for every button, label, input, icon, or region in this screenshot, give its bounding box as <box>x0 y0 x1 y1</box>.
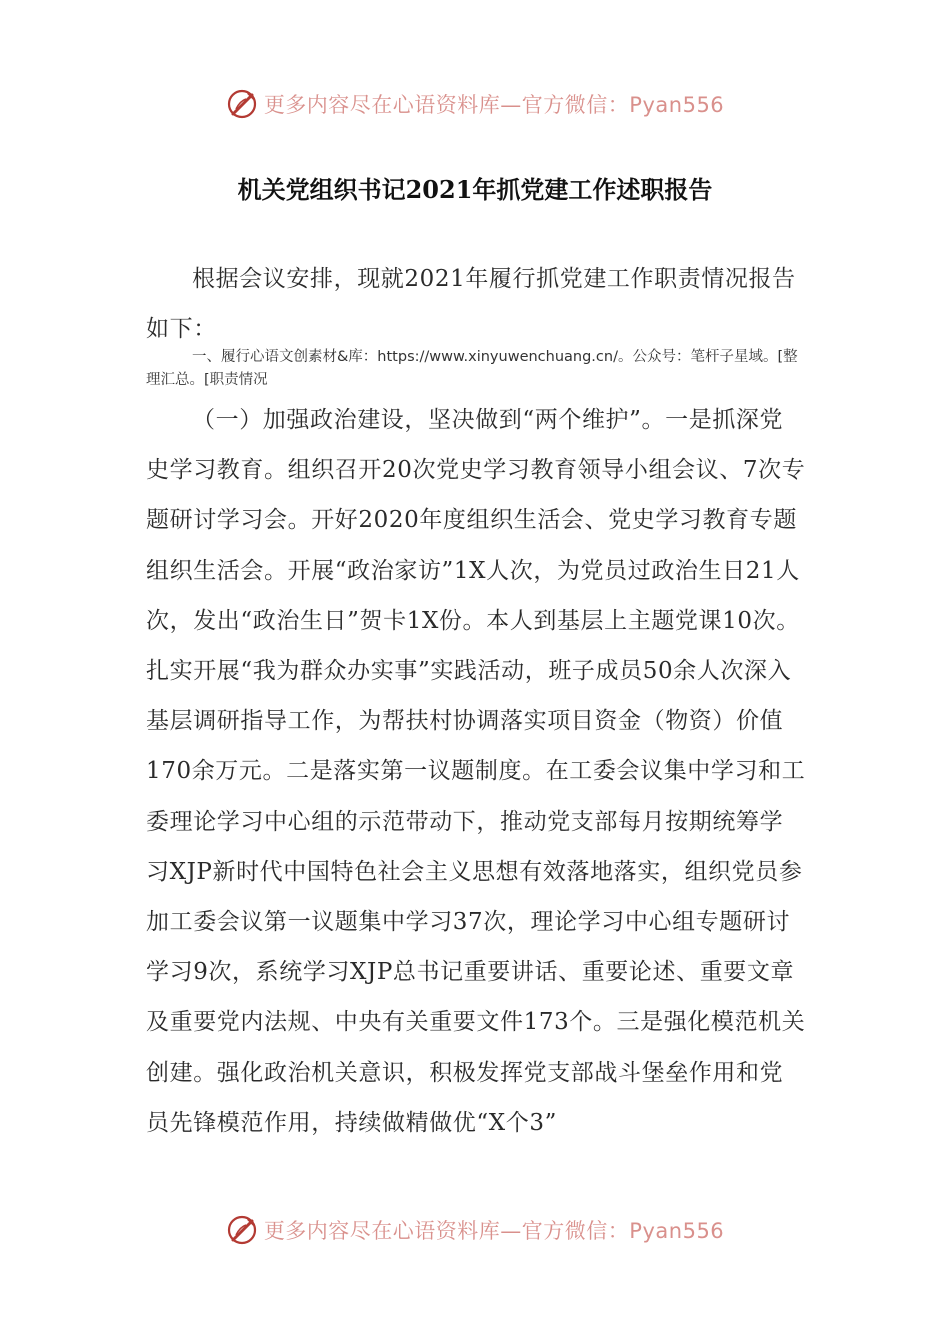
footer-watermark-banner <box>0 1210 950 1250</box>
body-paragraph: （一）加强政治建设，坚决做到“两个维护”。一是抓深党史学习教育。组织召开20次党史学习教育领导小组会议、7次专题研讨学习会。开好2020年度组织生活会、党史学习教育专题组织生活会。开展“政治家访”1X人次，为党员过政治生日21人次，发出“政治生日”贺卡1X份。本人到基层上主题党课10次。扎实开展“我为群众办实事”实践活动，班子成员50余人次深入基层调研指导工作，为帮扶村协调落实项目资金（物资）价值170余万元。二是落实第一议题制度。在工委会议集中学习和工委理论学习中心组的示范带动下，推动党支部每月按期统筹学习XJP新时代中国特色社会主义思想有效落地落实，组织党员参加工委会议第一议题集中学习37次，理论学习中心组专题研讨学习9次，系统学习XJP总书记重要讲话、重要论述、重要文章及重要党内法规、中央有关重要文件173个。三是强化模范机关创建。强化政治机关意识，积极发挥党支部战斗堡垒作用和党员先锋模范作用，持续做精做优“X个3” <box>146 407 806 1136</box>
pen-logo-icon <box>226 1213 260 1247</box>
watermark-text: 更多内容尽在心语资料库—官方微信：Pyan556 <box>263 1219 725 1243</box>
watermark-text: 更多内容尽在心语资料库—官方微信：Pyan556 <box>263 93 725 117</box>
section-heading-note: 一、履行心语文创素材&库：https://www.xinyuwenchuang.cn/。公众号：笔杆子星域。[整理汇总。[职责情况 <box>146 349 798 388</box>
document-title: 机关党组织书记2021年抓党建工作述职报告 <box>237 175 713 204</box>
pen-logo-icon <box>226 87 260 121</box>
intro-paragraph: 根据会议安排，现就2021年履行抓党建工作职责情况报告如下： <box>146 266 796 342</box>
header-watermark-banner <box>0 84 950 124</box>
